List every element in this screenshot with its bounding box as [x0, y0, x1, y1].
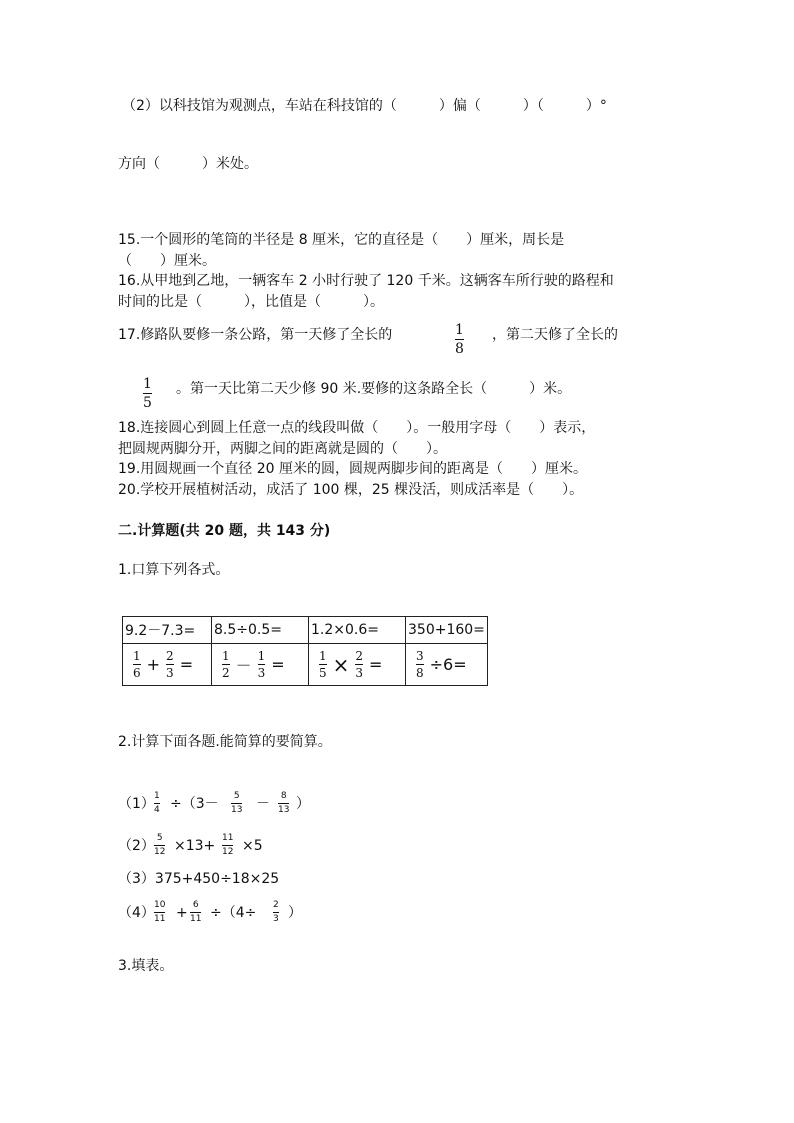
operator: × — [332, 652, 350, 677]
calc2-p1-text3: ） — [296, 796, 310, 812]
q17-fraction-2-num: 1 — [143, 376, 152, 392]
q17-fraction-2-den: 5 — [143, 395, 152, 411]
table-cell — [406, 617, 488, 644]
calc2-p4-text1: + — [176, 905, 188, 921]
fraction: 6 11 — [190, 900, 202, 924]
calc2-p4-text3: ） — [288, 905, 302, 921]
equals: = — [179, 655, 194, 674]
cell-text: 1.2×0.6= — [311, 622, 379, 638]
calc2-p4-label: （4） — [118, 905, 155, 921]
q16-line2: 时间的比是（ ），比值是（ ）。 — [118, 294, 384, 310]
cell-text: 8.5÷0.5= — [214, 622, 282, 638]
q15-line1: 15.一个圆形的笔筒的半径是 8 厘米，它的直径是（ ）厘米，周长是 — [118, 232, 565, 248]
cell-text: 350+160= — [408, 622, 485, 638]
q16-line1: 16.从甲地到乙地，一辆客车 2 小时行驶了 120 千米。这辆客车所行驶的路程和 — [118, 273, 614, 289]
fraction: 5 12 — [154, 833, 166, 857]
fraction: $\frac{1}{3}$ — [257, 649, 266, 680]
mental-math-table — [122, 616, 488, 686]
table-cell — [123, 617, 212, 644]
calc2-p1-text1: ÷（3－ — [170, 796, 219, 812]
table-cell — [212, 617, 309, 644]
table-cell — [212, 644, 309, 686]
q18-line1: 18.连接圆心到圆上任意一点的线段叫做（ ）。一般用字母（ ）表示， — [118, 420, 596, 436]
q17-fraction-1-num: 1 — [455, 322, 464, 338]
fraction: $\frac{3}{8}$ — [416, 649, 424, 680]
fraction: $\frac{2}{3}$ — [355, 649, 364, 680]
calc2-p2-label: （2） — [118, 838, 155, 854]
table-cell — [406, 644, 488, 686]
q17-fraction-1-den: 8 — [455, 341, 464, 357]
fraction: $\frac{2}{3}$ — [166, 649, 174, 680]
fraction: 8 13 — [278, 791, 290, 815]
fraction: 2 3 — [273, 900, 279, 924]
calc2-p3: （3）375+450÷18×25 — [118, 871, 280, 887]
table-cell — [123, 644, 212, 686]
equals: = — [271, 655, 285, 674]
q19: 19.用圆规画一个直径 20 厘米的圆，圆规两脚步间的距离是（ ）厘米。 — [118, 461, 587, 477]
fraction: 11 12 — [222, 833, 234, 857]
section2-title: 二.计算题(共 20 题，共 143 分) — [118, 523, 331, 539]
cell-text: 9.2－7.3= — [125, 623, 196, 639]
calc2-p2-text1: ×13+ — [174, 838, 216, 854]
operator: + — [146, 655, 161, 674]
q17-part3: 。第一天比第二天少修 90 米.要修的这条路全长（ ）米。 — [176, 381, 572, 397]
q18-line2: 把圆规两脚分开，两脚之间的距离就是圆的（ ）。 — [118, 441, 447, 457]
q14-2-line1: （2）以科技馆为观测点，车站在科技馆的（ ）偏（ ）（ ）° — [122, 98, 607, 114]
fraction: 1 4 — [154, 791, 160, 815]
q14-2-line2: 方向（ ）米处。 — [118, 156, 258, 172]
table-cell — [309, 644, 406, 686]
fraction: $\frac{1}{5}$ — [319, 649, 327, 680]
q20: 20.学校开展植树活动，成活了 100 棵，25 棵没活，则成活率是（ ）。 — [118, 482, 584, 498]
operator: ÷6= — [429, 655, 467, 674]
calc2-p1-label: （1） — [118, 796, 155, 812]
calc2-p2-text2: ×5 — [242, 838, 263, 854]
calc3-title: 3.填表。 — [118, 958, 174, 974]
table-cell — [309, 617, 406, 644]
calc1-title: 1.口算下列各式。 — [118, 562, 230, 578]
q17-part1: 17.修路队要修一条公路，第一天修了全长的 — [118, 327, 393, 343]
fraction: $\frac{1}{2}$ — [222, 649, 230, 680]
fraction: 10 11 — [154, 900, 166, 924]
q17-fraction-1 — [455, 322, 464, 357]
calc2-p4-text2: ÷（4÷ — [210, 905, 257, 921]
q17-part2: ，第二天修了全长的 — [492, 327, 618, 343]
calc2-title: 2.计算下面各题.能简算的要简算。 — [118, 734, 332, 750]
calc2-p1-text2: － — [256, 796, 270, 812]
equals: = — [369, 655, 383, 674]
q15-line2: （ ）厘米。 — [118, 253, 216, 269]
q17-fraction-2 — [143, 376, 152, 411]
fraction: $\frac{1}{6}$ — [133, 649, 141, 680]
fraction: 5 13 — [231, 791, 243, 815]
operator: － — [235, 656, 252, 675]
